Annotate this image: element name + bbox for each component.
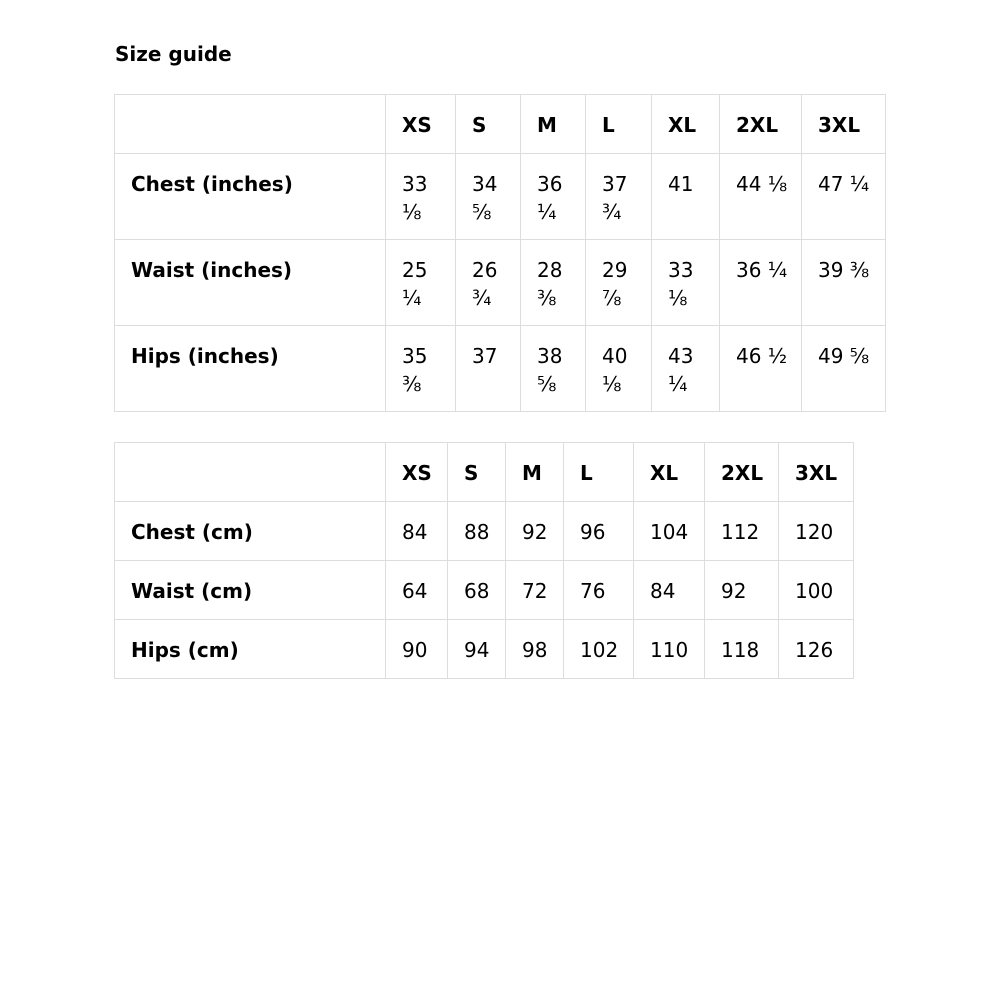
size-header: XL [652, 95, 720, 154]
size-header: S [456, 95, 521, 154]
measurement-cell: 94 [448, 620, 506, 679]
measurement-cell: 68 [448, 561, 506, 620]
measurement-cell: 36 ¼ [720, 240, 802, 326]
measurement-cell: 29 ⅞ [586, 240, 652, 326]
measurement-cell: 84 [386, 502, 448, 561]
size-table-inches [114, 94, 886, 412]
measurement-cell: 64 [386, 561, 448, 620]
table-row [115, 240, 886, 326]
size-header: L [564, 443, 634, 502]
measurement-cell: 40 ⅛ [586, 326, 652, 412]
table-header-row [115, 95, 886, 154]
measurement-cell: 72 [506, 561, 564, 620]
measurement-cell: 104 [634, 502, 705, 561]
measurement-cell: 33 ⅛ [386, 154, 456, 240]
measurement-cell: 33 ⅛ [652, 240, 720, 326]
corner-cell [115, 443, 386, 502]
measurement-cell: 110 [634, 620, 705, 679]
measurement-cell: 36 ¼ [521, 154, 586, 240]
measurement-cell: 28 ⅜ [521, 240, 586, 326]
measurement-cell: 92 [506, 502, 564, 561]
measurement-cell: 46 ½ [720, 326, 802, 412]
measurement-cell: 41 [652, 154, 720, 240]
table-row [115, 620, 854, 679]
measurement-cell: 92 [705, 561, 779, 620]
table-row [115, 326, 886, 412]
row-label: Hips (cm) [115, 620, 386, 679]
row-label: Waist (inches) [115, 240, 386, 326]
size-header: M [506, 443, 564, 502]
size-table-cm [114, 442, 854, 679]
measurement-cell: 37 [456, 326, 521, 412]
measurement-cell: 38 ⅝ [521, 326, 586, 412]
measurement-cell: 76 [564, 561, 634, 620]
measurement-cell: 34 ⅝ [456, 154, 521, 240]
table-row [115, 561, 854, 620]
measurement-cell: 88 [448, 502, 506, 561]
measurement-cell: 102 [564, 620, 634, 679]
measurement-cell: 96 [564, 502, 634, 561]
measurement-cell: 49 ⅝ [802, 326, 886, 412]
size-header: 2XL [705, 443, 779, 502]
size-header: XL [634, 443, 705, 502]
measurement-cell: 37 ¾ [586, 154, 652, 240]
measurement-cell: 25 ¼ [386, 240, 456, 326]
page-title: Size guide [115, 42, 232, 66]
size-header: S [448, 443, 506, 502]
table-header-row [115, 443, 854, 502]
measurement-cell: 118 [705, 620, 779, 679]
measurement-cell: 47 ¼ [802, 154, 886, 240]
measurement-cell: 100 [779, 561, 854, 620]
measurement-cell: 90 [386, 620, 448, 679]
size-header: 3XL [779, 443, 854, 502]
row-label: Chest (cm) [115, 502, 386, 561]
measurement-cell: 35 ⅜ [386, 326, 456, 412]
measurement-cell: 112 [705, 502, 779, 561]
corner-cell [115, 95, 386, 154]
measurement-cell: 126 [779, 620, 854, 679]
measurement-cell: 120 [779, 502, 854, 561]
table-row [115, 154, 886, 240]
measurement-cell: 39 ⅜ [802, 240, 886, 326]
size-header: 3XL [802, 95, 886, 154]
size-header: L [586, 95, 652, 154]
row-label: Waist (cm) [115, 561, 386, 620]
row-label: Chest (inches) [115, 154, 386, 240]
measurement-cell: 26 ¾ [456, 240, 521, 326]
table-row [115, 502, 854, 561]
measurement-cell: 43 ¼ [652, 326, 720, 412]
size-header: XS [386, 443, 448, 502]
size-header: 2XL [720, 95, 802, 154]
size-header: XS [386, 95, 456, 154]
row-label: Hips (inches) [115, 326, 386, 412]
measurement-cell: 98 [506, 620, 564, 679]
measurement-cell: 44 ⅛ [720, 154, 802, 240]
measurement-cell: 84 [634, 561, 705, 620]
size-header: M [521, 95, 586, 154]
